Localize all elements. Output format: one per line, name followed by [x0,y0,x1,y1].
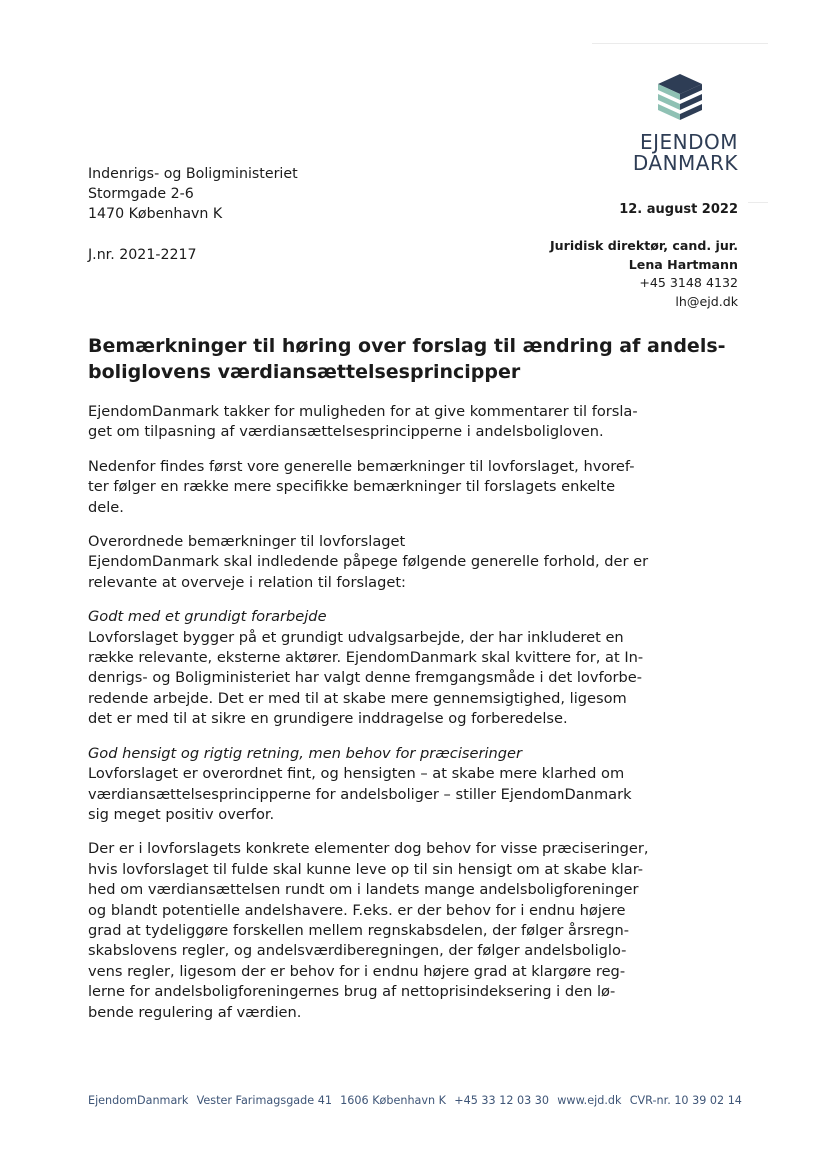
sender-name: Lena Hartmann [628,256,738,272]
paragraph [88,839,688,1023]
logo-mark-icon [654,72,706,124]
paragraph [88,402,688,443]
paragraph-line: Nedenfor findes først vore generelle bemærkninger til lovforslaget, hvoref- [88,457,635,475]
recipient-line: Indenrigs- og Boligministeriet [88,166,298,182]
sender-email: lh@ejd.dk [675,293,738,309]
footer-web: www.ejd.dk [557,1094,622,1107]
recipient-line: 1470 København K [88,206,223,222]
paragraph-line: lerne for andelsboligforeningernes brug af nettoprisindeksering i den lø- [88,983,616,1001]
paragraph-line: skabslovens regler, og andelsværdiberegningen, der følger andelsboliglo- [88,942,627,960]
letter-date: 12. august 2022 [619,202,738,217]
recipient-line: Stormgade 2-6 [88,186,194,202]
paragraph-line: denrigs- og Boligministeriet har valgt denne fremgangsmåde i det lovforbe- [88,669,643,687]
footer-city: 1606 København K [340,1094,447,1107]
paragraph-line: række relevante, eksterne aktører. EjendomDanmark skal kvittere for, at In- [88,649,644,667]
paragraph-line: vens regler, ligesom der er behov for i endnu højere grad at klargøre reg- [88,962,626,980]
footer-org: EjendomDanmark [88,1094,189,1107]
document-title [88,334,726,385]
paragraph-line: EjendomDanmark skal indledende påpege følgende generelle forhold, der er [88,553,649,571]
subsection-heading: Godt med et grundigt forarbejde [88,608,327,626]
paragraph-line: bende regulering af værdien. [88,1003,302,1021]
paragraph-line: hvis lovforslaget til fulde skal kunne leve op til sin hensigt om at skabe klar- [88,860,644,878]
page-footer [88,1094,742,1107]
footer-phone: +45 33 12 03 30 [454,1094,550,1107]
section [88,744,688,826]
title-line: Bemærkninger til høring over forslag til ændring af andels- [88,335,726,357]
paragraph [88,457,688,518]
paragraph-line: dele. [88,498,124,516]
sender-phone: +45 3148 4132 [639,275,738,290]
paragraph-line: Der er i lovforslagets konkrete elementer dog behov for visse præciseringer, [88,840,649,858]
section [88,532,688,593]
paragraph-line: ter følger en række mere specifikke bemærkninger til forslagets enkelte [88,478,616,496]
sender-block [550,237,738,311]
ejendomdanmark-logo [622,72,738,176]
paragraph-line: det er med til at sikre en grundigere inddragelse og forberedelse. [88,710,568,728]
sender-title: Juridisk direktør, cand. jur. [549,238,738,253]
paragraph-line: værdiansættelsesprincipperne for andelsboliger – stiller EjendomDanmark [88,785,632,803]
paragraph-line: Lovforslaget bygger på et grundigt udvalgsarbejde, der har inkluderet en [88,628,624,646]
side-divider [748,202,768,203]
logo-text-line1: EJENDOM [639,130,738,154]
section [88,607,688,729]
paragraph-line: grad at tydeliggøre forskellen mellem regnskabsdelen, der følger årsregn- [88,921,630,939]
paragraph-line: get om tilpasning af værdiansættelsesprincipperne i andelsboligloven. [88,423,604,441]
paragraph-line: redende arbejde. Det er med til at skabe mere gennemsigtighed, ligesom [88,689,627,707]
footer-cvr: CVR-nr. 10 39 02 14 [629,1094,742,1107]
section-heading: Overordnede bemærkninger til lovforslaget [88,533,406,551]
top-divider [592,43,768,44]
journal-number: J.nr. 2021-2217 [88,247,197,263]
recipient-address [88,164,298,224]
paragraph-line: sig meget positiv overfor. [88,805,275,823]
paragraph-line: EjendomDanmark takker for muligheden for at give kommentarer til forsla- [88,403,638,420]
paragraph-line: Lovforslaget er overordnet fint, og hensigten – at skabe mere klarhed om [88,765,625,783]
logo-text-line2: DANMARK [632,151,738,175]
subsection-heading: God hensigt og rigtig retning, men behov for præciseringer [88,744,523,762]
paragraph-line: relevante at overveje i relation til forslaget: [88,573,406,591]
footer-address: Vester Farimagsgade 41 [196,1094,332,1107]
paragraph-line: og blandt potentielle andelshavere. F.eks. er der behov for i endnu højere [88,901,626,919]
letter-body [88,402,688,1023]
title-line: boliglovens værdiansættelsesprincipper [88,360,521,383]
paragraph-line: hed om værdiansættelsen rundt om i landets mange andelsboligforeninger [88,881,639,899]
